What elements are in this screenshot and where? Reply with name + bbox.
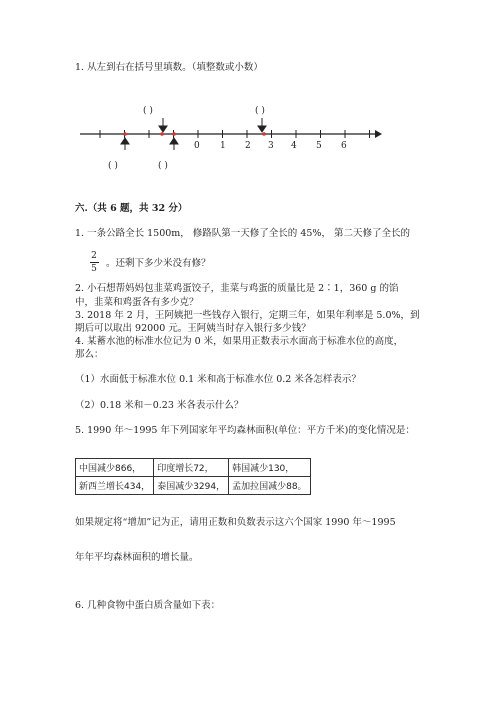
problem-1-line-2: 。还剩下多少米没有修？ <box>106 258 211 269</box>
number-line-diagram <box>70 98 390 178</box>
tick-label-1: 1 <box>220 141 226 151</box>
fraction-numerator: 2 <box>91 251 97 261</box>
tick-label-5: 5 <box>316 141 322 151</box>
bracket-bottom-1: ( ) <box>108 161 118 171</box>
problem-6-line-1: 6. 几种食物中蛋白质含量如下表： <box>75 600 221 611</box>
red-point <box>160 132 164 136</box>
section-6-heading: 六.（共 6 题，共 32 分） <box>75 203 188 214</box>
red-point <box>123 132 127 136</box>
tick-label-2: 2 <box>245 141 251 151</box>
table-cell: 印度增长72， <box>154 459 229 477</box>
problem-4-line-1: 4. 某蓄水池的标准水位记为 0 米，如果用正数表示水面高于标准水位的高度， <box>75 336 404 347</box>
tick-label-4: 4 <box>291 141 297 151</box>
red-point <box>172 132 176 136</box>
table-cell: 新西兰增长434， <box>76 477 154 495</box>
problem-5-line-1: 5. 1990 年～1995 年下列国家年平均森林面积(单位：平方千米)的变化情况是： <box>75 425 415 436</box>
problem-2-line-1: 2. 小石想帮妈妈包韭菜鸡蛋饺子，韭菜与鸡蛋的质量比是 2∶1，360 g 的馅 <box>75 283 399 294</box>
arrow-down-marker <box>159 118 266 132</box>
problem-4-line-2: 那么： <box>75 349 104 360</box>
fraction-bar <box>90 262 99 263</box>
table-cell: 韩国减少130， <box>229 459 310 477</box>
tick-label-3: 3 <box>268 141 274 151</box>
problem-4-sub-1: （1）水面低于标准水位 0.1 米和高于标准水位 0.2 米各怎样表示？ <box>75 374 361 385</box>
table-row <box>76 459 311 477</box>
problem-5-after-1: 如果规定将“增加”记为正，请用正数和负数表示这六个国家 1990 年～1995 <box>75 517 396 528</box>
red-point <box>262 132 266 136</box>
forest-area-table <box>75 458 311 495</box>
question-1-instruction: 1. 从左到右在括号里填数。（填整数或小数） <box>75 62 263 73</box>
problem-4-sub-2: （2）0.18 米和－0.23 米各表示什么？ <box>75 400 244 411</box>
arrow-up-marker <box>121 138 178 150</box>
problem-3-line-1: 3. 2018 年 2 月，王阿姨把一些钱存入银行，定期三年，如果年利率是 5.0%，到 <box>75 310 420 321</box>
problem-2-line-2: 中，韭菜和鸡蛋各有多少克？ <box>75 297 199 308</box>
table-cell: 泰国减少3294， <box>154 477 229 495</box>
problem-5-after-2: 年年平均森林面积的增长量。 <box>75 552 199 563</box>
axis-arrowhead <box>375 130 382 138</box>
tick-label-0: 0 <box>194 141 200 151</box>
bracket-top-1: ( ) <box>143 106 153 116</box>
fraction-two-fifths <box>88 251 100 274</box>
table-cell: 中国减少866， <box>76 459 154 477</box>
fraction-denominator: 5 <box>91 264 97 274</box>
bracket-bottom-2: ( ) <box>158 161 168 171</box>
bracket-top-2: ( ) <box>255 106 265 116</box>
problem-3-line-2: 期后可以取出 92000 元。王阿姨当时存入银行多少钱？ <box>75 323 311 334</box>
problem-1-line-1: 1. 一条公路全长 1500m， 修路队第一天修了全长的 45%， 第二天修了全长的 <box>75 228 410 239</box>
table-row <box>76 477 311 495</box>
tick-label-6: 6 <box>341 141 347 151</box>
table-cell: 孟加拉国减少88。 <box>229 477 310 495</box>
